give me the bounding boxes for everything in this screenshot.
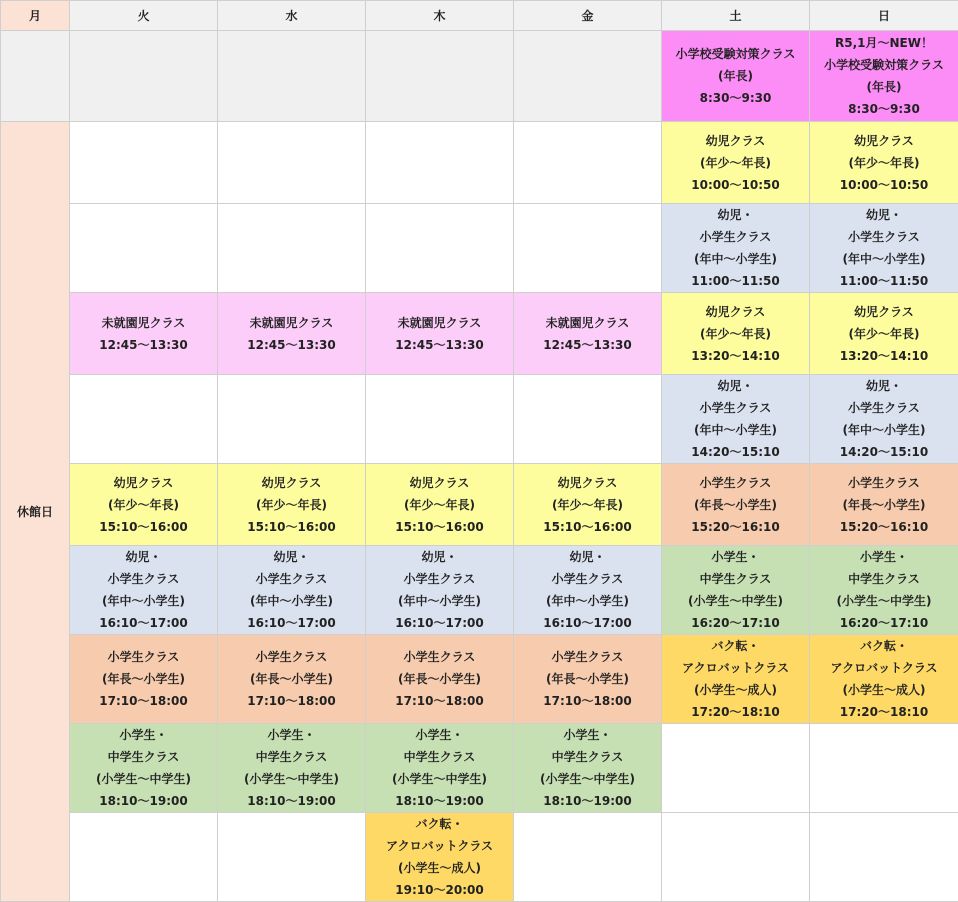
class-text-line: 小学校受験対策クラス: [810, 54, 958, 76]
class-text-line: 小学生クラス: [70, 646, 217, 668]
class-text-line: (年中〜小学生): [662, 419, 809, 441]
empty-cell: [662, 813, 810, 902]
class-cell: [810, 375, 958, 464]
class-text-line: 小学生・: [810, 546, 958, 568]
class-text-line: (小学生〜成人): [810, 679, 958, 701]
day-header-sat: 土: [662, 1, 810, 31]
day-header-mon: 月: [1, 1, 70, 31]
empty-cell: [218, 204, 366, 293]
class-cell: [514, 635, 662, 724]
class-text-line: 16:10〜17:00: [366, 612, 513, 634]
class-cell: [218, 546, 366, 635]
empty-cell: [366, 122, 514, 204]
class-text-line: 13:20〜14:10: [662, 345, 809, 367]
class-text-line: 16:10〜17:00: [218, 612, 365, 634]
class-text-line: (年少〜年長): [70, 494, 217, 516]
class-text-line: 10:00〜10:50: [810, 174, 958, 196]
class-cell: [662, 204, 810, 293]
class-text-line: 17:10〜18:00: [218, 690, 365, 712]
class-text-line: 16:20〜17:10: [662, 612, 809, 634]
class-text-line: バク転・: [662, 635, 809, 657]
class-cell: [70, 464, 218, 546]
class-text-line: 幼児・: [70, 546, 217, 568]
class-text-line: 13:20〜14:10: [810, 345, 958, 367]
class-text-line: 15:20〜16:10: [662, 516, 809, 538]
class-text-line: 17:20〜18:10: [810, 701, 958, 723]
class-text-line: 10:00〜10:50: [662, 174, 809, 196]
class-text-line: 幼児・: [218, 546, 365, 568]
class-text-line: 小学生クラス: [662, 226, 809, 248]
class-text-line: 小学生・: [70, 724, 217, 746]
class-text-line: 幼児・: [662, 375, 809, 397]
class-cell: [810, 464, 958, 546]
class-cell: [810, 31, 958, 122]
class-text-line: (小学生〜中学生): [514, 768, 661, 790]
class-cell: [218, 464, 366, 546]
class-cell: [662, 635, 810, 724]
class-text-line: 12:45〜13:30: [70, 334, 217, 356]
class-cell: [218, 635, 366, 724]
class-text-line: 17:20〜18:10: [662, 701, 809, 723]
class-text-line: (小学生〜成人): [662, 679, 809, 701]
class-text-line: (年少〜年長): [662, 323, 809, 345]
schedule-row: [1, 122, 958, 204]
empty-cell: [366, 204, 514, 293]
class-text-line: 未就園児クラス: [70, 312, 217, 334]
schedule-row: [1, 375, 958, 464]
class-text-line: 小学生・: [514, 724, 661, 746]
class-text-line: 小学生クラス: [810, 226, 958, 248]
day-header-wed: 水: [218, 1, 366, 31]
class-text-line: 小学生クラス: [810, 472, 958, 494]
header-row: [1, 1, 958, 31]
class-cell: [218, 293, 366, 375]
class-text-line: 小学生・: [366, 724, 513, 746]
empty-cell: [218, 375, 366, 464]
class-text-line: (年中〜小学生): [514, 590, 661, 612]
class-text-line: 17:10〜18:00: [70, 690, 217, 712]
class-text-line: 16:10〜17:00: [514, 612, 661, 634]
empty-cell: [70, 375, 218, 464]
class-cell: [70, 635, 218, 724]
empty-cell: [810, 813, 958, 902]
class-text-line: (年中〜小学生): [810, 248, 958, 270]
class-text-line: (年長〜小学生): [70, 668, 217, 690]
class-text-line: 幼児・: [514, 546, 661, 568]
class-text-line: (小学生〜成人): [366, 857, 513, 879]
class-text-line: 中学生クラス: [70, 746, 217, 768]
class-cell: [810, 635, 958, 724]
class-cell: [662, 375, 810, 464]
class-cell: [810, 546, 958, 635]
empty-cell: [514, 31, 662, 122]
class-text-line: 小学生クラス: [514, 568, 661, 590]
schedule-row: [1, 813, 958, 902]
class-cell: [366, 293, 514, 375]
class-text-line: 中学生クラス: [366, 746, 513, 768]
class-cell: [662, 31, 810, 122]
class-cell: [366, 546, 514, 635]
empty-cell: [514, 813, 662, 902]
class-text-line: (小学生〜中学生): [218, 768, 365, 790]
class-cell: [70, 293, 218, 375]
class-cell: [366, 724, 514, 813]
class-text-line: 幼児クラス: [70, 472, 217, 494]
empty-cell: [218, 813, 366, 902]
class-text-line: 中学生クラス: [810, 568, 958, 590]
class-text-line: 小学生クラス: [70, 568, 217, 590]
empty-cell: [218, 31, 366, 122]
schedule-row: [1, 464, 958, 546]
class-text-line: (年長): [810, 76, 958, 98]
class-text-line: (年中〜小学生): [810, 419, 958, 441]
empty-cell: [514, 375, 662, 464]
class-text-line: 12:45〜13:30: [218, 334, 365, 356]
class-text-line: 18:10〜19:00: [366, 790, 513, 812]
class-text-line: (年長〜小学生): [810, 494, 958, 516]
class-text-line: 未就園児クラス: [218, 312, 365, 334]
class-cell: [810, 293, 958, 375]
class-text-line: 19:10〜20:00: [366, 879, 513, 901]
schedule-row: [1, 293, 958, 375]
class-text-line: 幼児・: [366, 546, 513, 568]
class-text-line: (年中〜小学生): [70, 590, 217, 612]
class-text-line: アクロバットクラス: [662, 657, 809, 679]
class-text-line: 18:10〜19:00: [70, 790, 217, 812]
empty-cell: [70, 31, 218, 122]
class-text-line: (年長〜小学生): [366, 668, 513, 690]
class-text-line: 幼児クラス: [810, 130, 958, 152]
class-text-line: R5,1月〜NEW！: [810, 32, 958, 54]
class-text-line: (年少〜年長): [662, 152, 809, 174]
class-text-line: 15:10〜16:00: [366, 516, 513, 538]
empty-cell: [218, 122, 366, 204]
class-cell: [366, 813, 514, 902]
class-cell: [514, 464, 662, 546]
class-text-line: 幼児クラス: [662, 130, 809, 152]
class-cell: [366, 635, 514, 724]
class-text-line: 幼児・: [662, 204, 809, 226]
empty-cell: [366, 375, 514, 464]
class-text-line: (年長〜小学生): [218, 668, 365, 690]
class-text-line: 14:20〜15:10: [810, 441, 958, 463]
class-text-line: アクロバットクラス: [366, 835, 513, 857]
class-text-line: 幼児クラス: [366, 472, 513, 494]
schedule-row: [1, 546, 958, 635]
class-cell: [514, 546, 662, 635]
class-text-line: 12:45〜13:30: [514, 334, 661, 356]
class-text-line: 小学生クラス: [810, 397, 958, 419]
class-text-line: (年少〜年長): [810, 323, 958, 345]
empty-cell: [810, 724, 958, 813]
class-cell: [70, 724, 218, 813]
class-text-line: 8:30〜9:30: [810, 98, 958, 120]
class-text-line: 小学生クラス: [366, 568, 513, 590]
class-text-line: (年中〜小学生): [366, 590, 513, 612]
class-cell: [810, 204, 958, 293]
class-text-line: (年少〜年長): [810, 152, 958, 174]
class-text-line: 幼児クラス: [810, 301, 958, 323]
class-text-line: (小学生〜中学生): [662, 590, 809, 612]
class-cell: [662, 122, 810, 204]
class-text-line: 小学生・: [662, 546, 809, 568]
class-text-line: 18:10〜19:00: [218, 790, 365, 812]
class-cell: [810, 122, 958, 204]
class-text-line: (小学生〜中学生): [70, 768, 217, 790]
class-cell: [662, 546, 810, 635]
class-text-line: 16:10〜17:00: [70, 612, 217, 634]
monday-cell: [1, 31, 70, 122]
class-text-line: (年長〜小学生): [662, 494, 809, 516]
class-text-line: 14:20〜15:10: [662, 441, 809, 463]
class-text-line: 幼児・: [810, 204, 958, 226]
class-text-line: 小学生クラス: [662, 472, 809, 494]
class-text-line: 11:00〜11:50: [810, 270, 958, 292]
class-text-line: 15:10〜16:00: [70, 516, 217, 538]
class-cell: [366, 464, 514, 546]
class-text-line: 未就園児クラス: [514, 312, 661, 334]
empty-cell: [70, 122, 218, 204]
class-text-line: バク転・: [366, 813, 513, 835]
class-text-line: 小学生クラス: [514, 646, 661, 668]
class-text-line: 15:10〜16:00: [218, 516, 365, 538]
class-text-line: 17:10〜18:00: [366, 690, 513, 712]
empty-cell: [70, 813, 218, 902]
class-text-line: 中学生クラス: [218, 746, 365, 768]
class-text-line: 中学生クラス: [662, 568, 809, 590]
day-header-fri: 金: [514, 1, 662, 31]
class-text-line: 小学生・: [218, 724, 365, 746]
day-header-tue: 火: [70, 1, 218, 31]
class-text-line: 15:10〜16:00: [514, 516, 661, 538]
class-cell: [662, 293, 810, 375]
class-text-line: 17:10〜18:00: [514, 690, 661, 712]
class-text-line: 幼児・: [810, 375, 958, 397]
class-text-line: 16:20〜17:10: [810, 612, 958, 634]
empty-cell: [662, 724, 810, 813]
empty-cell: [70, 204, 218, 293]
day-header-thu: 木: [366, 1, 514, 31]
class-text-line: 小学生クラス: [366, 646, 513, 668]
class-text-line: 18:10〜19:00: [514, 790, 661, 812]
schedule-row: [1, 724, 958, 813]
class-text-line: 幼児クラス: [218, 472, 365, 494]
class-text-line: (年長): [662, 65, 809, 87]
class-text-line: 15:20〜16:10: [810, 516, 958, 538]
class-cell: [70, 546, 218, 635]
day-header-sun: 日: [810, 1, 958, 31]
class-cell: [218, 724, 366, 813]
class-text-line: 小学生クラス: [218, 568, 365, 590]
empty-cell: [514, 204, 662, 293]
class-cell: [514, 293, 662, 375]
class-text-line: (年少〜年長): [514, 494, 661, 516]
class-text-line: 12:45〜13:30: [366, 334, 513, 356]
class-text-line: 小学生クラス: [662, 397, 809, 419]
class-text-line: (年長〜小学生): [514, 668, 661, 690]
schedule-row: [1, 204, 958, 293]
empty-cell: [366, 31, 514, 122]
class-text-line: (小学生〜中学生): [810, 590, 958, 612]
class-text-line: (年中〜小学生): [662, 248, 809, 270]
class-text-line: 8:30〜9:30: [662, 87, 809, 109]
class-cell: [662, 464, 810, 546]
class-text-line: アクロバットクラス: [810, 657, 958, 679]
class-text-line: (年少〜年長): [218, 494, 365, 516]
empty-cell: [514, 122, 662, 204]
class-text-line: 小学校受験対策クラス: [662, 43, 809, 65]
class-text-line: 幼児クラス: [514, 472, 661, 494]
class-text-line: (年少〜年長): [366, 494, 513, 516]
class-cell: [514, 724, 662, 813]
class-text-line: 未就園児クラス: [366, 312, 513, 334]
closed-day-label: 休館日: [1, 122, 70, 902]
schedule-row: [1, 31, 958, 122]
class-text-line: 11:00〜11:50: [662, 270, 809, 292]
class-text-line: 小学生クラス: [218, 646, 365, 668]
class-text-line: バク転・: [810, 635, 958, 657]
class-text-line: 幼児クラス: [662, 301, 809, 323]
class-text-line: 中学生クラス: [514, 746, 661, 768]
class-text-line: (小学生〜中学生): [366, 768, 513, 790]
class-text-line: (年中〜小学生): [218, 590, 365, 612]
schedule-row: [1, 635, 958, 724]
